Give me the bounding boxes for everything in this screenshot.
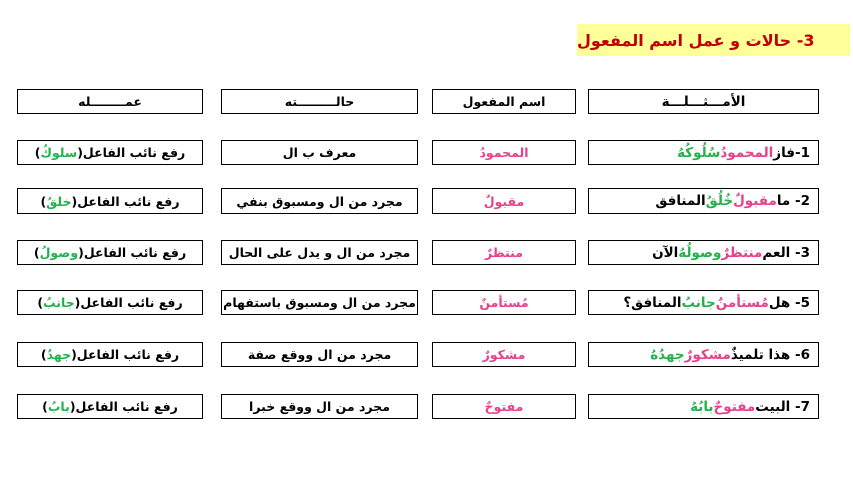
example-prefix: 1-فاز — [773, 144, 810, 161]
header-state: حالـــــــــته — [221, 89, 418, 114]
state-cell: مجرد من ال و يدل على الحال — [221, 240, 418, 265]
work-suffix: ) — [40, 193, 47, 209]
noun-cell: منتظرٌ — [432, 240, 576, 265]
example-noun: مُستأمنٌ — [715, 294, 769, 311]
example-suffix: المنافق — [655, 193, 706, 209]
state-cell: مجرد من ال ومسبوق بنفي — [221, 188, 418, 214]
work-suffix: ) — [40, 347, 47, 362]
example-cell — [588, 290, 819, 315]
state-cell: مجرد من ال ووقع صفة — [221, 342, 418, 367]
work-prefix: رفع نائب الفاعل( — [71, 347, 180, 362]
noun-cell: مُستأمنٌ — [432, 290, 576, 315]
example-noun: مشكورٌ — [684, 346, 731, 363]
work-suffix: ) — [42, 399, 48, 414]
noun-cell: مشكورٌ — [432, 342, 576, 367]
example-prefix: 6- هذا تلميذٌ — [730, 346, 810, 363]
example-suffix: الآن — [652, 244, 679, 261]
example-agent: جانبُ — [681, 294, 716, 311]
work-agent: خلقُ — [46, 193, 72, 209]
noun-cell: مقبولٌ — [432, 188, 576, 214]
state-cell: مجرد من ال ووقع خبرا — [221, 394, 418, 419]
noun-cell: المحمودُ — [432, 140, 576, 165]
example-prefix: 5- هل — [768, 294, 810, 311]
work-suffix: ) — [33, 245, 40, 260]
example-agent: وصولُهُ — [678, 244, 722, 261]
example-cell — [588, 394, 819, 419]
work-agent: سلوكُ — [40, 145, 78, 160]
noun-cell: مفتوحٌ — [432, 394, 576, 419]
example-prefix: 2- ما — [776, 193, 810, 209]
example-cell — [588, 140, 819, 165]
work-cell — [17, 188, 203, 214]
example-suffix: المنافق؟ — [623, 294, 682, 311]
section-title: 3- حالات و عمل اسم المفعول — [577, 24, 850, 56]
header-noun: اسم المفعول — [432, 89, 576, 114]
work-suffix: ) — [37, 295, 44, 310]
work-suffix: ) — [34, 145, 41, 160]
example-agent: جهدُهُ — [650, 346, 685, 363]
work-agent: جانبُ — [43, 295, 75, 310]
example-cell — [588, 188, 819, 214]
example-noun: مفتوحٌ — [713, 398, 756, 415]
example-prefix: 7- البيت — [755, 398, 810, 415]
work-agent: بابُ — [47, 399, 70, 414]
example-prefix: 3- العم — [762, 244, 810, 261]
example-noun: منتظرٌ — [721, 244, 763, 261]
work-prefix: رفع نائب الفاعل( — [69, 399, 178, 414]
state-cell: مجرد من ال ومسبوق باستفهام — [221, 290, 418, 315]
work-prefix: رفع نائب الفاعل( — [71, 193, 180, 209]
work-agent: وصولُ — [39, 245, 79, 260]
work-agent: جهدُ — [46, 347, 72, 362]
example-agent: خُلُقُ — [705, 193, 734, 209]
work-prefix: رفع نائب الفاعل( — [77, 145, 186, 160]
work-cell — [17, 240, 203, 265]
example-noun: المحمودُ — [720, 144, 774, 161]
work-cell — [17, 394, 203, 419]
work-prefix: رفع نائب الفاعل( — [74, 295, 183, 310]
example-cell — [588, 342, 819, 367]
work-cell — [17, 290, 203, 315]
header-examples: الأمـــثـــلـــة — [588, 89, 819, 114]
work-cell — [17, 342, 203, 367]
work-cell — [17, 140, 203, 165]
state-cell: معرف ب ال — [221, 140, 418, 165]
example-noun: مقبولٌ — [733, 193, 777, 209]
example-agent: سُلُوكُهُ — [677, 144, 721, 161]
example-cell — [588, 240, 819, 265]
example-agent: بابُهُ — [690, 398, 714, 415]
header-work: عمــــــــله — [17, 89, 203, 114]
work-prefix: رفع نائب الفاعل( — [78, 245, 187, 260]
